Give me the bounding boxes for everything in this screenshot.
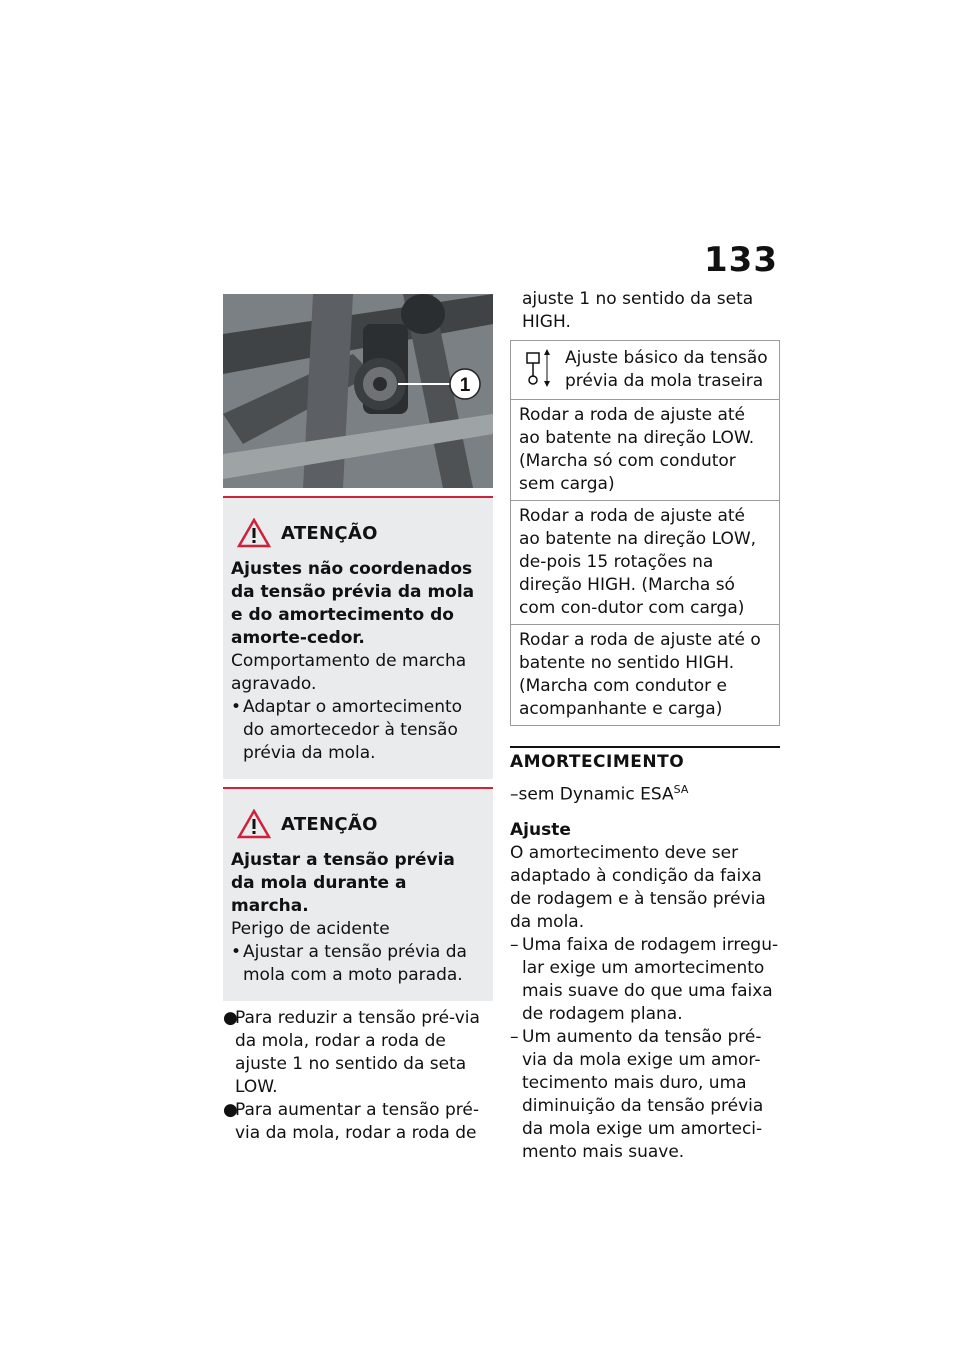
- table-row: Rodar a roda de ajuste até ao batente na direção LOW, de-pois 15 rotações na direção HIGH. (Marcha só com con-dutor com carga): [511, 501, 779, 625]
- table-header-text: Ajuste básico da tensão prévia da mola traseira: [565, 348, 768, 391]
- page-number: 133: [704, 240, 778, 280]
- section-note-text: sem Dynamic ESA: [518, 784, 674, 805]
- dash-item: [510, 934, 780, 1026]
- instruction-increase-continued: ajuste 1 no sentido da seta HIGH.: [522, 289, 754, 332]
- section-title: AMORTECIMENTO: [510, 746, 780, 772]
- table-row: Rodar a roda de ajuste até o batente no sentido HIGH. (Marcha com condutor e acompanhante e carga): [519, 630, 761, 719]
- spring-adjuster-figure: [223, 294, 493, 488]
- warning-bullet: [231, 941, 483, 987]
- warning-bullet-text: Adaptar o amortecimento do amortecedor à tensão prévia da mola.: [243, 697, 463, 763]
- section-note-sup: SA: [673, 783, 689, 796]
- instruction-increase: [223, 1099, 493, 1145]
- figure-callout-1: 1: [459, 375, 471, 396]
- table-header: [511, 341, 779, 400]
- warning-bullet: [231, 696, 483, 765]
- spring-adjuster-illustration: [223, 294, 493, 488]
- warning-triangle-icon: [237, 518, 271, 548]
- warning-bullet-text: Ajustar a tensão prévia da mola com a moto parada.: [243, 942, 467, 985]
- spring-preload-table: [510, 340, 780, 726]
- warning-title: ATENÇÃO: [281, 522, 378, 544]
- bullet-icon: •: [231, 697, 242, 717]
- dash-icon: –: [510, 934, 519, 955]
- bullet-icon: •: [231, 942, 242, 962]
- warning-box-2: [223, 787, 493, 1001]
- right-column: [510, 288, 780, 1164]
- table-row: Rodar a roda de ajuste até ao batente na direção LOW. (Marcha só com condutor sem carga): [511, 400, 779, 501]
- warning-box-1: [223, 496, 493, 779]
- warning-text: Perigo de acidente: [231, 919, 390, 939]
- warning-bold-text: Ajustar a tensão prévia da mola durante a marcha.: [231, 850, 455, 916]
- section-intro: O amortecimento deve ser adaptado à condição da faixa de rodagem e à tensão prévia da mola.: [510, 842, 766, 932]
- instruction-increase-text: Para aumentar a tensão pré-via da mola, rodar a roda de: [235, 1100, 479, 1143]
- instruction-reduce-text: Para reduzir a tensão pré-via da mola, rodar a roda de ajuste 1 no sentido da seta LOW.: [235, 1008, 480, 1097]
- warning-title: ATENÇÃO: [281, 813, 378, 835]
- dash-item: [510, 1026, 780, 1164]
- spring-adjust-icon: [519, 347, 555, 389]
- warning-text: Comportamento de marcha agravado.: [231, 651, 467, 694]
- left-column: [223, 294, 493, 1145]
- dash-item-text: Uma faixa de rodagem irregu-lar exige um amortecimento mais suave do que uma faixa de rodagem plana.: [522, 934, 779, 1024]
- warning-triangle-icon: [237, 809, 271, 839]
- dash-item-text: Um aumento da tensão pré-via da mola exige um amor-tecimento mais duro, uma diminuição da tensão prévia da mola exige um amorteci-mento mais suave.: [522, 1026, 764, 1162]
- section-note: –sem Dynamic $ESA^{SA}$: [510, 783, 689, 805]
- dash-icon: –: [510, 1026, 519, 1047]
- warning-bold-text: Ajustes não coordenados da tensão prévia da mola e do amortecimento do amorte-cedor.: [231, 559, 475, 648]
- instruction-reduce: [223, 1007, 493, 1099]
- bullet-icon: ●: [223, 1008, 238, 1028]
- bullet-icon: ●: [223, 1100, 238, 1120]
- sub-title: Ajuste: [510, 819, 571, 840]
